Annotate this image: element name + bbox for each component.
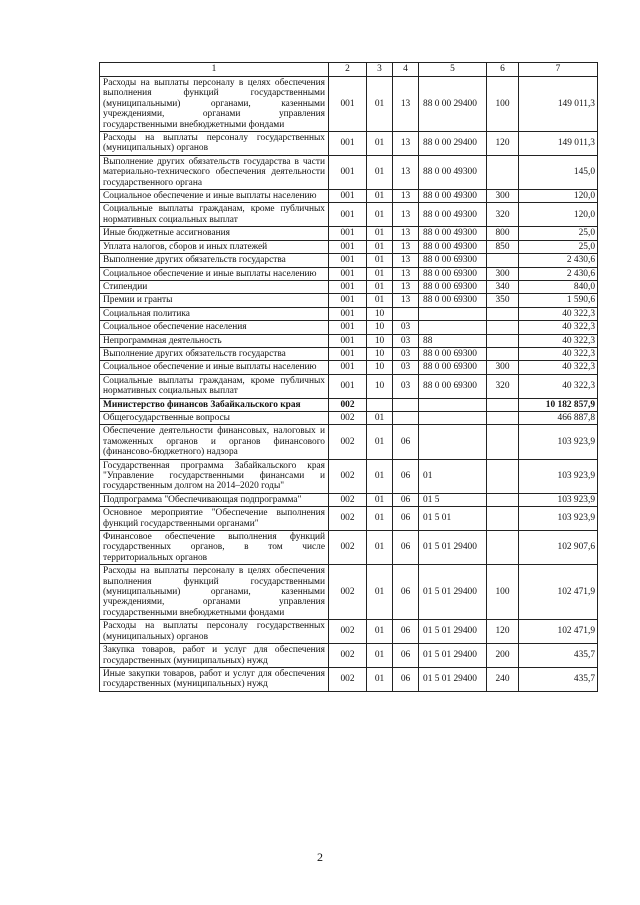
target-article-cell [419,307,487,320]
row-name-cell: Расходы на выплаты персоналу государственных (муниципальных) органов [100,620,329,644]
target-article-cell [419,321,487,334]
amount-cell: 149 011,3 [519,132,598,156]
subsection-code-cell: 13 [393,280,419,293]
target-article-cell: 88 0 00 29400 [419,77,487,132]
section-code-cell: 01 [367,240,393,253]
table-row [100,227,598,240]
subsection-code-cell: 03 [393,374,419,398]
admin-code-cell: 001 [329,132,367,156]
row-name-cell: Стипендии [100,280,329,293]
target-article-cell [419,425,487,459]
admin-code-cell: 001 [329,347,367,360]
subsection-code-cell: 03 [393,361,419,374]
row-name-cell: Расходы на выплаты персоналу в целях обеспечения выполнения функций государственными (муниципальными) органами, казенными учреждениями, органами управления государственными внебюджетными фондами [100,77,329,132]
col-header: 3 [367,63,393,77]
subsection-code-cell: 06 [393,620,419,644]
admin-code-cell: 002 [329,667,367,691]
expense-type-cell [487,425,519,459]
row-name-cell: Финансовое обеспечение выполнения функций государственных органов, в том числе территориальных органов [100,531,329,565]
target-article-cell: 88 0 00 69300 [419,347,487,360]
col-header: 2 [329,63,367,77]
col-header: 6 [487,63,519,77]
section-code-cell: 01 [367,77,393,132]
expense-type-cell [487,493,519,506]
section-code-cell: 01 [367,425,393,459]
section-code-cell: 01 [367,531,393,565]
expense-type-cell: 200 [487,644,519,668]
subsection-code-cell: 06 [393,565,419,620]
amount-cell: 120,0 [519,190,598,203]
amount-cell: 25,0 [519,227,598,240]
col-header: 1 [100,63,329,77]
subsection-code-cell: 13 [393,294,419,307]
expense-type-cell: 320 [487,203,519,227]
admin-code-cell: 001 [329,294,367,307]
table-row [100,620,598,644]
subsection-code-cell: 03 [393,347,419,360]
table-header-row [100,63,598,77]
section-code-cell: 01 [367,267,393,280]
expense-type-cell: 120 [487,132,519,156]
subsection-code-cell [393,411,419,424]
target-article-cell: 01 5 01 29400 [419,667,487,691]
table-row [100,203,598,227]
subsection-code-cell: 13 [393,240,419,253]
expense-type-cell: 300 [487,361,519,374]
row-name-cell: Государственная программа Забайкальского края "Управление государственными финансами и государственным долгом на 2014–2020 годы" [100,459,329,493]
admin-code-cell: 002 [329,644,367,668]
expense-type-cell: 100 [487,77,519,132]
target-article-cell: 01 5 01 29400 [419,644,487,668]
row-name-cell: Выполнение других обязательств государства [100,347,329,360]
row-name-cell: Премии и гранты [100,294,329,307]
table-row [100,307,598,320]
section-code-cell: 01 [367,507,393,531]
page-number: 2 [317,850,323,864]
target-article-cell: 01 5 01 [419,507,487,531]
subsection-code-cell: 03 [393,334,419,347]
table-row [100,347,598,360]
table-row [100,77,598,132]
admin-code-cell: 002 [329,425,367,459]
section-code-cell: 01 [367,132,393,156]
admin-code-cell: 002 [329,620,367,644]
expense-type-cell [487,334,519,347]
expense-type-cell [487,507,519,531]
target-article-cell: 01 5 01 29400 [419,531,487,565]
admin-code-cell: 002 [329,459,367,493]
section-code-cell: 01 [367,190,393,203]
target-article-cell: 01 [419,459,487,493]
section-code-cell: 10 [367,334,393,347]
expense-type-cell [487,531,519,565]
amount-cell: 103 923,9 [519,425,598,459]
table-row [100,507,598,531]
row-name-cell: Иные бюджетные ассигнования [100,227,329,240]
section-code-cell: 01 [367,227,393,240]
target-article-cell: 88 0 00 49300 [419,190,487,203]
subsection-code-cell: 06 [393,493,419,506]
target-article-cell: 01 5 [419,493,487,506]
table-body [100,77,598,692]
row-name-cell: Подпрограмма "Обеспечивающая подпрограмма" [100,493,329,506]
subsection-code-cell: 06 [393,531,419,565]
subsection-code-cell: 13 [393,227,419,240]
admin-code-cell: 001 [329,280,367,293]
amount-cell: 145,0 [519,155,598,189]
admin-code-cell: 001 [329,267,367,280]
admin-code-cell: 001 [329,321,367,334]
amount-cell: 40 322,3 [519,361,598,374]
admin-code-cell: 001 [329,227,367,240]
amount-cell: 40 322,3 [519,321,598,334]
amount-cell: 435,7 [519,644,598,668]
table-row [100,425,598,459]
target-article-cell: 88 0 00 49300 [419,227,487,240]
expense-type-cell: 240 [487,667,519,691]
subsection-code-cell: 06 [393,667,419,691]
amount-cell: 40 322,3 [519,334,598,347]
admin-code-cell: 002 [329,531,367,565]
admin-code-cell: 002 [329,411,367,424]
expense-type-cell [487,254,519,267]
row-name-cell: Расходы на выплаты персоналу в целях обеспечения выполнения функций государственными (муниципальными) органами, казенными учреждениями, органами управления государственными внебюджетными фондами [100,565,329,620]
section-code-cell: 01 [367,203,393,227]
subsection-code-cell: 13 [393,267,419,280]
amount-cell: 40 322,3 [519,307,598,320]
section-code-cell: 01 [367,459,393,493]
section-code-cell: 01 [367,294,393,307]
row-name-cell: Социальные выплаты гражданам, кроме публичных нормативных социальных выплат [100,374,329,398]
admin-code-cell: 001 [329,190,367,203]
row-name-cell: Социальная политика [100,307,329,320]
target-article-cell: 88 0 00 69300 [419,361,487,374]
admin-code-cell: 001 [329,307,367,320]
target-article-cell [419,411,487,424]
target-article-cell: 01 5 01 29400 [419,620,487,644]
amount-cell: 435,7 [519,667,598,691]
table-row [100,411,598,424]
section-code-cell: 01 [367,280,393,293]
admin-code-cell: 001 [329,203,367,227]
table-row [100,240,598,253]
admin-code-cell: 001 [329,77,367,132]
table-row [100,374,598,398]
table-row [100,294,598,307]
col-header: 7 [519,63,598,77]
table-row [100,565,598,620]
target-article-cell: 88 0 00 49300 [419,203,487,227]
expense-type-cell: 350 [487,294,519,307]
admin-code-cell: 001 [329,334,367,347]
amount-cell: 1 590,6 [519,294,598,307]
section-code-cell: 01 [367,254,393,267]
target-article-cell: 88 0 00 29400 [419,132,487,156]
amount-cell: 103 923,9 [519,493,598,506]
subsection-code-cell: 06 [393,644,419,668]
subsection-code-cell: 13 [393,155,419,189]
row-name-cell: Социальные выплаты гражданам, кроме публичных нормативных социальных выплат [100,203,329,227]
expense-type-cell: 340 [487,280,519,293]
row-name-cell: Социальное обеспечение и иные выплаты населению [100,190,329,203]
admin-code-cell: 002 [329,398,367,411]
target-article-cell: 88 0 00 69300 [419,374,487,398]
amount-cell: 466 887,8 [519,411,598,424]
section-code-cell: 10 [367,374,393,398]
table-row [100,132,598,156]
target-article-cell [419,398,487,411]
admin-code-cell: 001 [329,374,367,398]
subsection-code-cell: 06 [393,425,419,459]
row-name-cell: Социальное обеспечение и иные выплаты населению [100,267,329,280]
amount-cell: 102 471,9 [519,620,598,644]
row-name-cell: Непрограммная деятельность [100,334,329,347]
subsection-code-cell: 13 [393,132,419,156]
expense-type-cell [487,347,519,360]
section-code-cell: 01 [367,644,393,668]
table-row [100,531,598,565]
table-row [100,321,598,334]
section-code-cell: 01 [367,493,393,506]
section-code-cell: 10 [367,361,393,374]
expense-type-cell: 300 [487,190,519,203]
expense-type-cell [487,307,519,320]
row-name-cell: Выполнение других обязательств государства в части материально-технического обеспечения деятельности государственного органа [100,155,329,189]
subsection-code-cell: 06 [393,507,419,531]
subsection-code-cell [393,307,419,320]
col-header: 5 [419,63,487,77]
target-article-cell: 88 0 00 69300 [419,267,487,280]
amount-cell: 102 907,6 [519,531,598,565]
row-name-cell: Закупка товаров, работ и услуг для обеспечения государственных (муниципальных) нужд [100,644,329,668]
target-article-cell: 88 0 00 69300 [419,254,487,267]
row-name-cell: Расходы на выплаты персоналу государственных (муниципальных) органов [100,132,329,156]
subsection-code-cell: 03 [393,321,419,334]
amount-cell: 120,0 [519,203,598,227]
subsection-code-cell [393,398,419,411]
amount-cell: 103 923,9 [519,459,598,493]
expense-type-cell: 300 [487,267,519,280]
amount-cell: 2 430,6 [519,254,598,267]
amount-cell: 2 430,6 [519,267,598,280]
amount-cell: 149 011,3 [519,77,598,132]
expense-type-cell: 850 [487,240,519,253]
target-article-cell: 88 [419,334,487,347]
row-name-cell: Социальное обеспечение населения [100,321,329,334]
amount-cell: 840,0 [519,280,598,293]
admin-code-cell: 001 [329,155,367,189]
table-row [100,280,598,293]
section-code-cell: 01 [367,411,393,424]
table-row [100,267,598,280]
table-row [100,334,598,347]
section-code-cell [367,398,393,411]
expense-type-cell: 120 [487,620,519,644]
expense-type-cell: 100 [487,565,519,620]
section-code-cell: 10 [367,347,393,360]
admin-code-cell: 002 [329,565,367,620]
expense-type-cell [487,411,519,424]
admin-code-cell: 002 [329,493,367,506]
expense-type-cell [487,155,519,189]
subsection-code-cell: 13 [393,203,419,227]
row-name-cell: Социальное обеспечение и иные выплаты населению [100,361,329,374]
amount-cell: 40 322,3 [519,347,598,360]
table-row [100,254,598,267]
expense-type-cell [487,459,519,493]
expense-type-cell: 800 [487,227,519,240]
amount-cell: 102 471,9 [519,565,598,620]
section-code-cell: 01 [367,620,393,644]
subsection-code-cell: 13 [393,254,419,267]
table-row [100,361,598,374]
target-article-cell: 88 0 00 69300 [419,280,487,293]
section-code-cell: 01 [367,667,393,691]
admin-code-cell: 001 [329,254,367,267]
amount-cell: 10 182 857,9 [519,398,598,411]
row-name-cell: Общегосударственные вопросы [100,411,329,424]
expense-type-cell: 320 [487,374,519,398]
expense-type-cell [487,398,519,411]
target-article-cell: 88 0 00 69300 [419,294,487,307]
subsection-code-cell: 13 [393,190,419,203]
admin-code-cell: 001 [329,361,367,374]
expense-type-cell [487,321,519,334]
subsection-code-cell: 13 [393,77,419,132]
subsection-code-cell: 06 [393,459,419,493]
table-row [100,398,598,411]
admin-code-cell: 001 [329,240,367,253]
target-article-cell: 88 0 00 49300 [419,155,487,189]
table-row [100,190,598,203]
section-code-cell: 01 [367,565,393,620]
table-row [100,493,598,506]
target-article-cell: 88 0 00 49300 [419,240,487,253]
table-row [100,644,598,668]
admin-code-cell: 002 [329,507,367,531]
section-code-cell: 10 [367,321,393,334]
table-row [100,667,598,691]
row-name-cell: Обеспечение деятельности финансовых, налоговых и таможенных органов и органов финансового (финансово-бюджетного) надзора [100,425,329,459]
table-row [100,459,598,493]
col-header: 4 [393,63,419,77]
row-name-cell: Основное мероприятие "Обеспечение выполнения функций государственными органами" [100,507,329,531]
row-name-cell: Министерство финансов Забайкальского края [100,398,329,411]
amount-cell: 40 322,3 [519,374,598,398]
table-row [100,155,598,189]
row-name-cell: Иные закупки товаров, работ и услуг для обеспечения государственных (муниципальных) нужд [100,667,329,691]
row-name-cell: Выполнение других обязательств государства [100,254,329,267]
section-code-cell: 10 [367,307,393,320]
amount-cell: 103 923,9 [519,507,598,531]
row-name-cell: Уплата налогов, сборов и иных платежей [100,240,329,253]
section-code-cell: 01 [367,155,393,189]
budget-table [99,62,598,692]
amount-cell: 25,0 [519,240,598,253]
target-article-cell: 01 5 01 29400 [419,565,487,620]
